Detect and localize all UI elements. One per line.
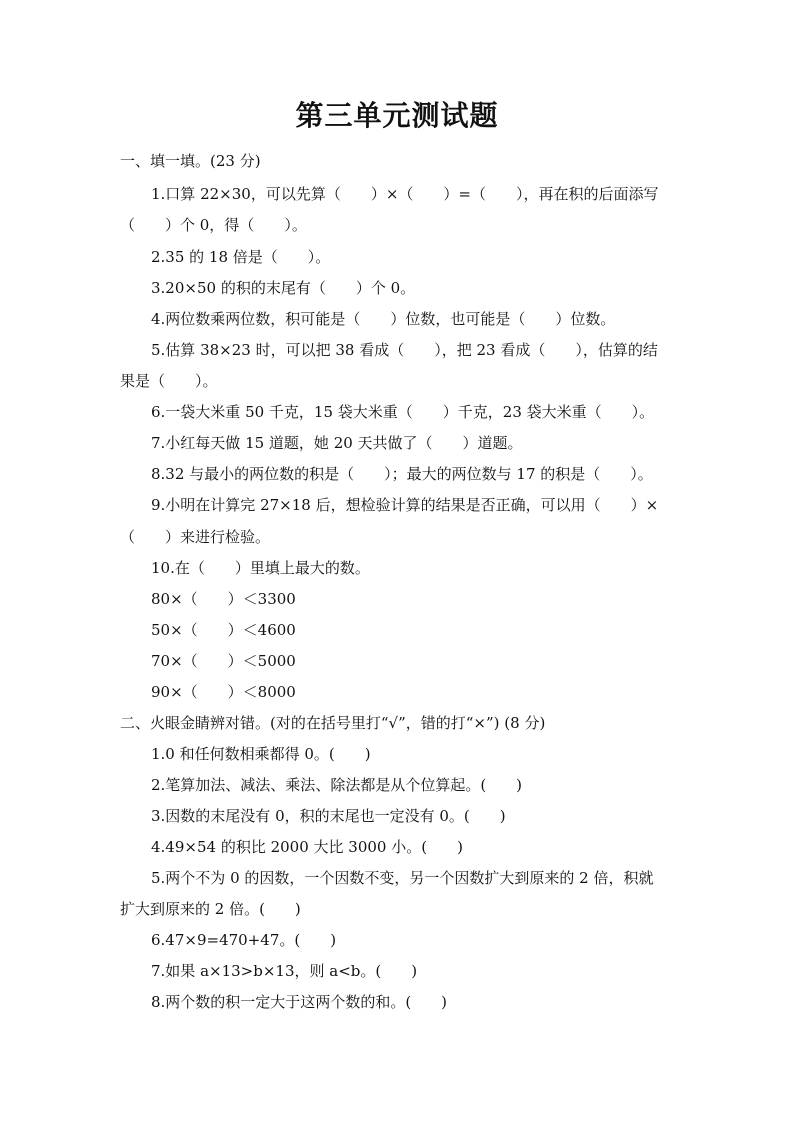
judge-question-2: 2.笔算加法、减法、乘法、除法都是从个位算起。( ) [151, 776, 523, 794]
fill-question-1-line-2: （ ）个 0，得（ ）。 [120, 216, 307, 234]
judge-question-4: 4.49×54 的积比 2000 大比 3000 小。( ) [151, 838, 463, 856]
fill-question-10-item-4: 90×（ ）＜8000 [151, 683, 296, 701]
fill-question-7: 7.小红每天做 15 道题，她 20 天共做了（ ）道题。 [151, 434, 523, 452]
fill-question-1-line-1: 1.口算 22×30，可以先算（ ）×（ ）=（ ），再在积的后面添写 [151, 185, 659, 203]
page-title: 第三单元测试题 [295, 99, 499, 132]
fill-question-3: 3.20×50 的积的末尾有（ ）个 0。 [151, 279, 416, 297]
fill-question-10-item-2: 50×（ ）＜4600 [151, 621, 296, 639]
fill-question-10-item-1: 80×（ ）＜3300 [151, 590, 296, 608]
fill-question-5-line-1: 5.估算 38×23 时，可以把 38 看成（ ），把 23 看成（ ），估算的结 [151, 341, 658, 359]
fill-question-4: 4.两位数乘两位数，积可能是（ ）位数，也可能是（ ）位数。 [151, 310, 616, 328]
fill-question-10-item-3: 70×（ ）＜5000 [151, 652, 296, 670]
judge-question-6: 6.47×9=470+47。( ) [151, 931, 337, 949]
judge-question-8: 8.两个数的积一定大于这两个数的和。( ) [151, 993, 448, 1011]
judge-question-1: 1.0 和任何数相乘都得 0。( ) [151, 745, 371, 763]
fill-question-2: 2.35 的 18 倍是（ ）。 [151, 248, 331, 266]
judge-question-7: 7.如果 a×13>b×13，则 a<b。( ) [151, 962, 418, 980]
fill-question-10: 10.在（ ）里填上最大的数。 [151, 559, 370, 577]
section-heading-true-false: 二、火眼金睛辨对错。(对的在括号里打“√”，错的打“×”) (8 分) [120, 714, 546, 732]
fill-question-8: 8.32 与最小的两位数的积是（ ）；最大的两位数与 17 的积是（ ）。 [151, 465, 653, 483]
judge-question-3: 3.因数的末尾没有 0，积的末尾也一定没有 0。( ) [151, 807, 506, 825]
judge-question-5-line-2: 扩大到原来的 2 倍。( ) [120, 900, 301, 918]
fill-question-9-line-2: （ ）来进行检验。 [120, 528, 271, 546]
fill-question-5-line-2: 果是（ ）。 [120, 372, 218, 390]
fill-question-6: 6.一袋大米重 50 千克，15 袋大米重（ ）千克，23 袋大米重（ ）。 [151, 403, 655, 421]
judge-question-5-line-1: 5.两个不为 0 的因数，一个因数不变，另一个因数扩大到原来的 2 倍，积就 [151, 869, 654, 887]
section-heading-fill-in: 一、填一填。(23 分) [120, 152, 261, 170]
fill-question-9-line-1: 9.小明在计算完 27×18 后，想检验计算的结果是否正确，可以用（ ）× [151, 496, 659, 514]
